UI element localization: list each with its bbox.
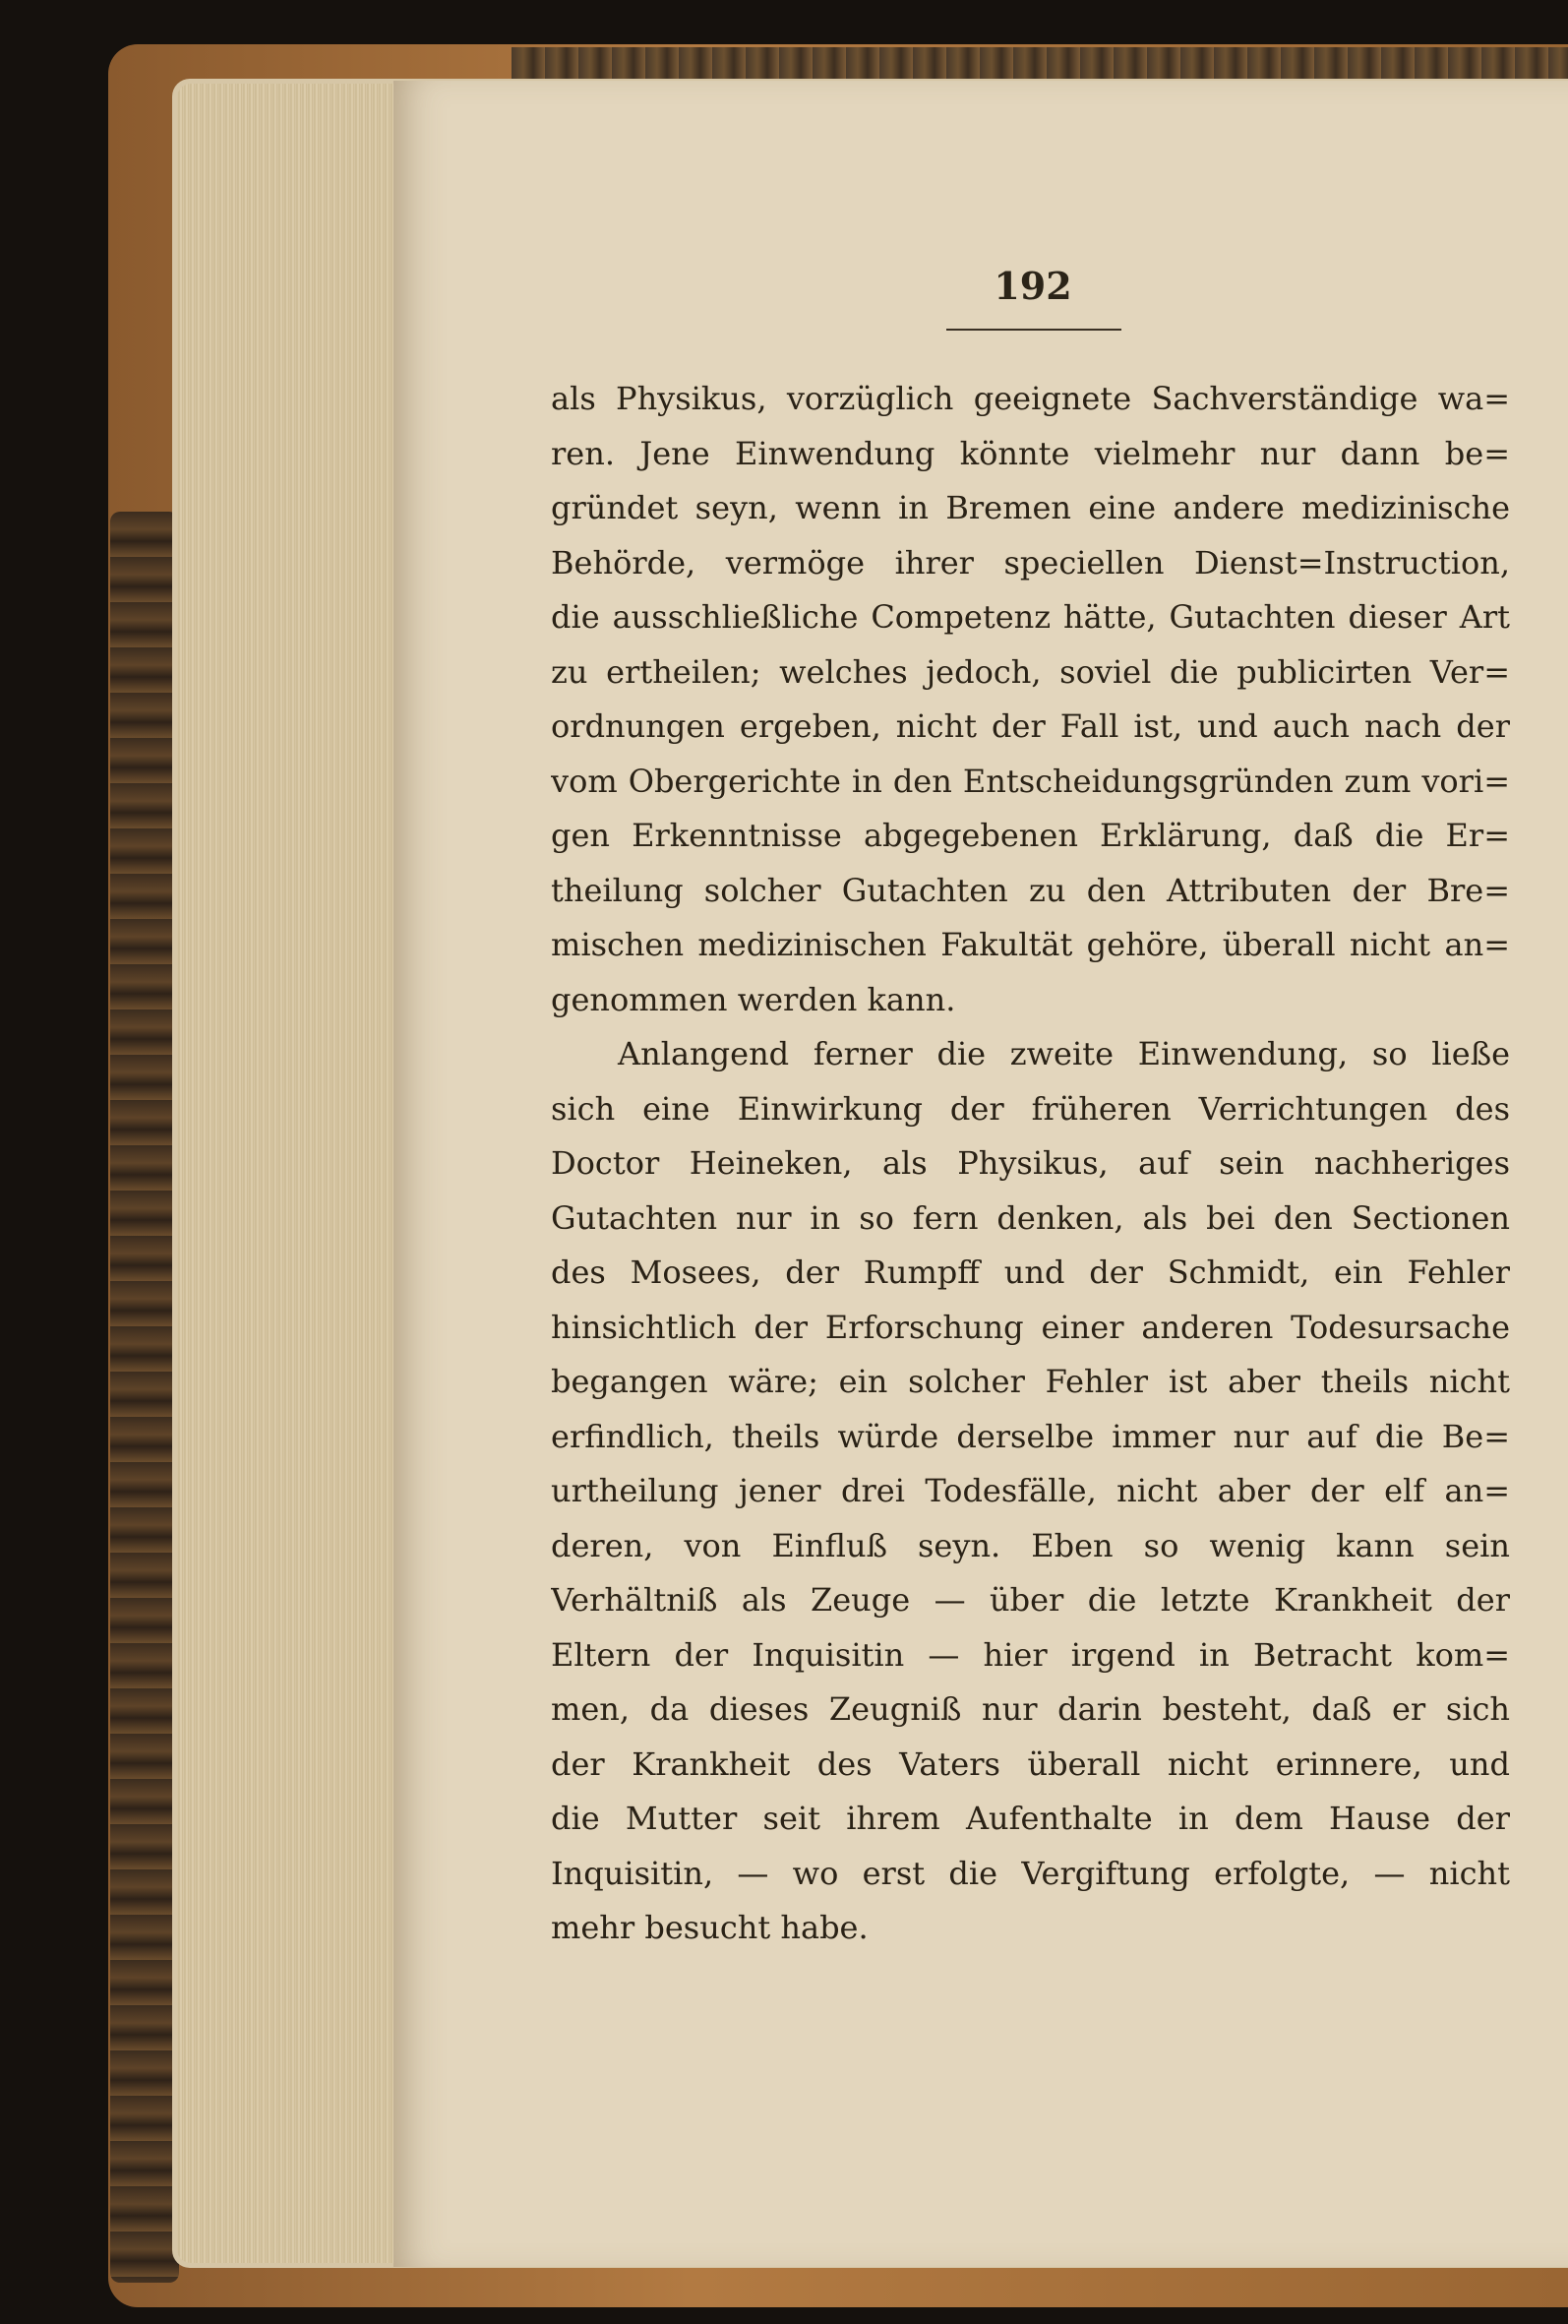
text-line: mischen medizinischen Fakultät gehöre, überall nicht an= bbox=[551, 926, 1510, 963]
text-line: des Mosees, der Rumpff und der Schmidt, ein Fehler bbox=[551, 1254, 1510, 1291]
text-line: theilung solcher Gutachten zu den Attributen der Bre= bbox=[551, 871, 1510, 909]
body-text bbox=[551, 372, 1510, 1956]
text-line: Gutachten nur in so fern denken, als bei den Sectionen bbox=[551, 1198, 1510, 1237]
text-line: Anlangend ferner die zweite Einwendung, so ließe bbox=[618, 1035, 1510, 1072]
text-line: men, da dieses Zeugniß nur darin besteht, daß er sich bbox=[551, 1690, 1510, 1728]
text-line: die ausschließliche Competenz hätte, Gutachten dieser Art bbox=[551, 598, 1510, 636]
text-line: zu ertheilen; welches jedoch, soviel die publicirten Ver= bbox=[551, 652, 1510, 691]
text-line: ren. Jene Einwendung könnte vielmehr nur dann be= bbox=[551, 434, 1510, 472]
cover-marbled-edge-left bbox=[110, 512, 179, 2283]
page-number-rule bbox=[946, 329, 1121, 331]
page-number: 192 bbox=[994, 264, 1072, 308]
text-line: erfindlich, theils würde derselbe immer nur auf die Be= bbox=[551, 1417, 1510, 1455]
text-line: mehr besucht habe. bbox=[551, 1909, 869, 1946]
text-line: genommen werden kann. bbox=[551, 980, 956, 1018]
text-line: ordnungen ergeben, nicht der Fall ist, und auch nach der bbox=[551, 707, 1510, 745]
text-line: die Mutter seit ihrem Aufenthalte in dem Hause der bbox=[551, 1800, 1510, 1837]
text-line: gründet seyn, wenn in Bremen eine andere medizinische bbox=[551, 489, 1510, 526]
text-line: Doctor Heineken, als Physikus, auf sein nachheriges bbox=[551, 1144, 1510, 1182]
text-line: vom Obergerichte in den Entscheidungsgründen zum vori= bbox=[551, 762, 1510, 800]
text-line: hinsichtlich der Erforschung einer anderen Todesursache bbox=[551, 1308, 1510, 1346]
text-line: Inquisitin, — wo erst die Vergiftung erfolgte, — nicht bbox=[551, 1854, 1510, 1892]
text-line: Behörde, vermöge ihrer speciellen Dienst=Instruction, bbox=[551, 543, 1510, 581]
text-line: urtheilung jener drei Todesfälle, nicht aber der elf an= bbox=[551, 1472, 1510, 1509]
text-line: sich eine Einwirkung der früheren Verrichtungen des bbox=[551, 1089, 1510, 1128]
text-line: deren, von Einfluß seyn. Eben so wenig kann sein bbox=[551, 1526, 1510, 1564]
text-line: der Krankheit des Vaters überall nicht erinnere, und bbox=[551, 1744, 1510, 1783]
text-line: als Physikus, vorzüglich geeignete Sachverständige wa= bbox=[551, 380, 1510, 417]
text-line: Verhältniß als Zeuge — über die letzte Krankheit der bbox=[551, 1581, 1510, 1619]
page-edges bbox=[177, 84, 408, 2263]
text-line: begangen wäre; ein solcher Fehler ist aber theils nicht bbox=[551, 1363, 1510, 1400]
text-line: gen Erkenntnisse abgegebenen Erklärung, daß die Er= bbox=[551, 817, 1510, 854]
text-line: Eltern der Inquisitin — hier irgend in Betracht kom= bbox=[551, 1635, 1510, 1674]
